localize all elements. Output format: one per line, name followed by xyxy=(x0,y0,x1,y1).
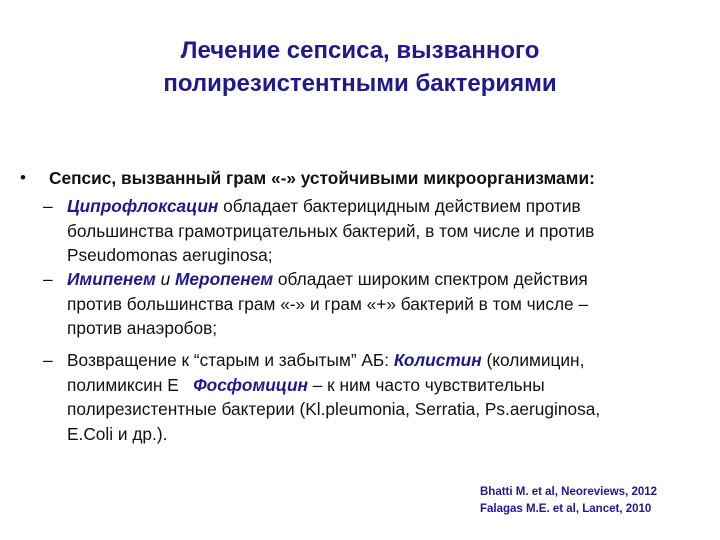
reference-item: Falagas M.E. et al, Lancet, 2010 xyxy=(480,503,652,515)
dash-marker: – xyxy=(43,269,53,289)
slide-title-line-2: полирезистентными бактериями xyxy=(163,70,557,97)
drug-name: Имипенем xyxy=(67,269,156,289)
sub-item-line: большинства грамотрицательных бактерий, в том числе и против xyxy=(67,220,595,241)
sub-item-line: E.Coli и др.). xyxy=(67,423,168,444)
sub-item-text: Возвращение к “старым и забытым” АБ: xyxy=(67,350,394,370)
references xyxy=(480,484,657,518)
sub-item-line: Pseudomonas aeruginosa; xyxy=(67,245,273,265)
sub-item-line xyxy=(67,348,600,373)
drug-name: Колистин xyxy=(393,350,482,370)
sub-item-text: (колимицин, xyxy=(481,350,585,370)
sub-item-line: против анаэробов; xyxy=(67,318,218,338)
slide-title-line-1: Лечение сепсиса, вызванного xyxy=(180,37,540,64)
bullet-marker: • xyxy=(20,168,26,187)
conjunction: и xyxy=(155,269,175,289)
sub-item-line: полирезистентные бактерии (Kl.pleumonia, Serratia, Ps.aeruginosa, xyxy=(67,399,601,419)
dash-marker: – xyxy=(43,196,53,216)
drug-name: Фосфомицин xyxy=(193,374,308,395)
main-bullet-text: Сепсис, вызванный грам «-» устойчивыми микроорганизмами: xyxy=(49,168,595,188)
sub-item-text: – к ним часто чувствительны xyxy=(307,374,545,395)
sub-item-line xyxy=(67,373,600,398)
slide-title xyxy=(0,34,720,100)
sub-item-line: против большинства грам «-» и грам «+» бактерий в том числе – xyxy=(67,293,589,314)
drug-name: Ципрофлоксацин xyxy=(67,196,219,216)
sub-item-line xyxy=(67,194,594,219)
drug-name: Меропенем xyxy=(175,269,274,289)
sub-item-text: обладает широким спектром действия xyxy=(273,269,588,289)
sub-item-text: полимиксин Е xyxy=(67,374,194,395)
sub-item-line xyxy=(67,267,588,292)
reference-item: Bhatti M. et al, Neoreviews, 2012 xyxy=(480,486,658,498)
dash-marker: – xyxy=(43,350,53,370)
sub-item-text: обладает бактерицидным действием против xyxy=(218,196,581,216)
